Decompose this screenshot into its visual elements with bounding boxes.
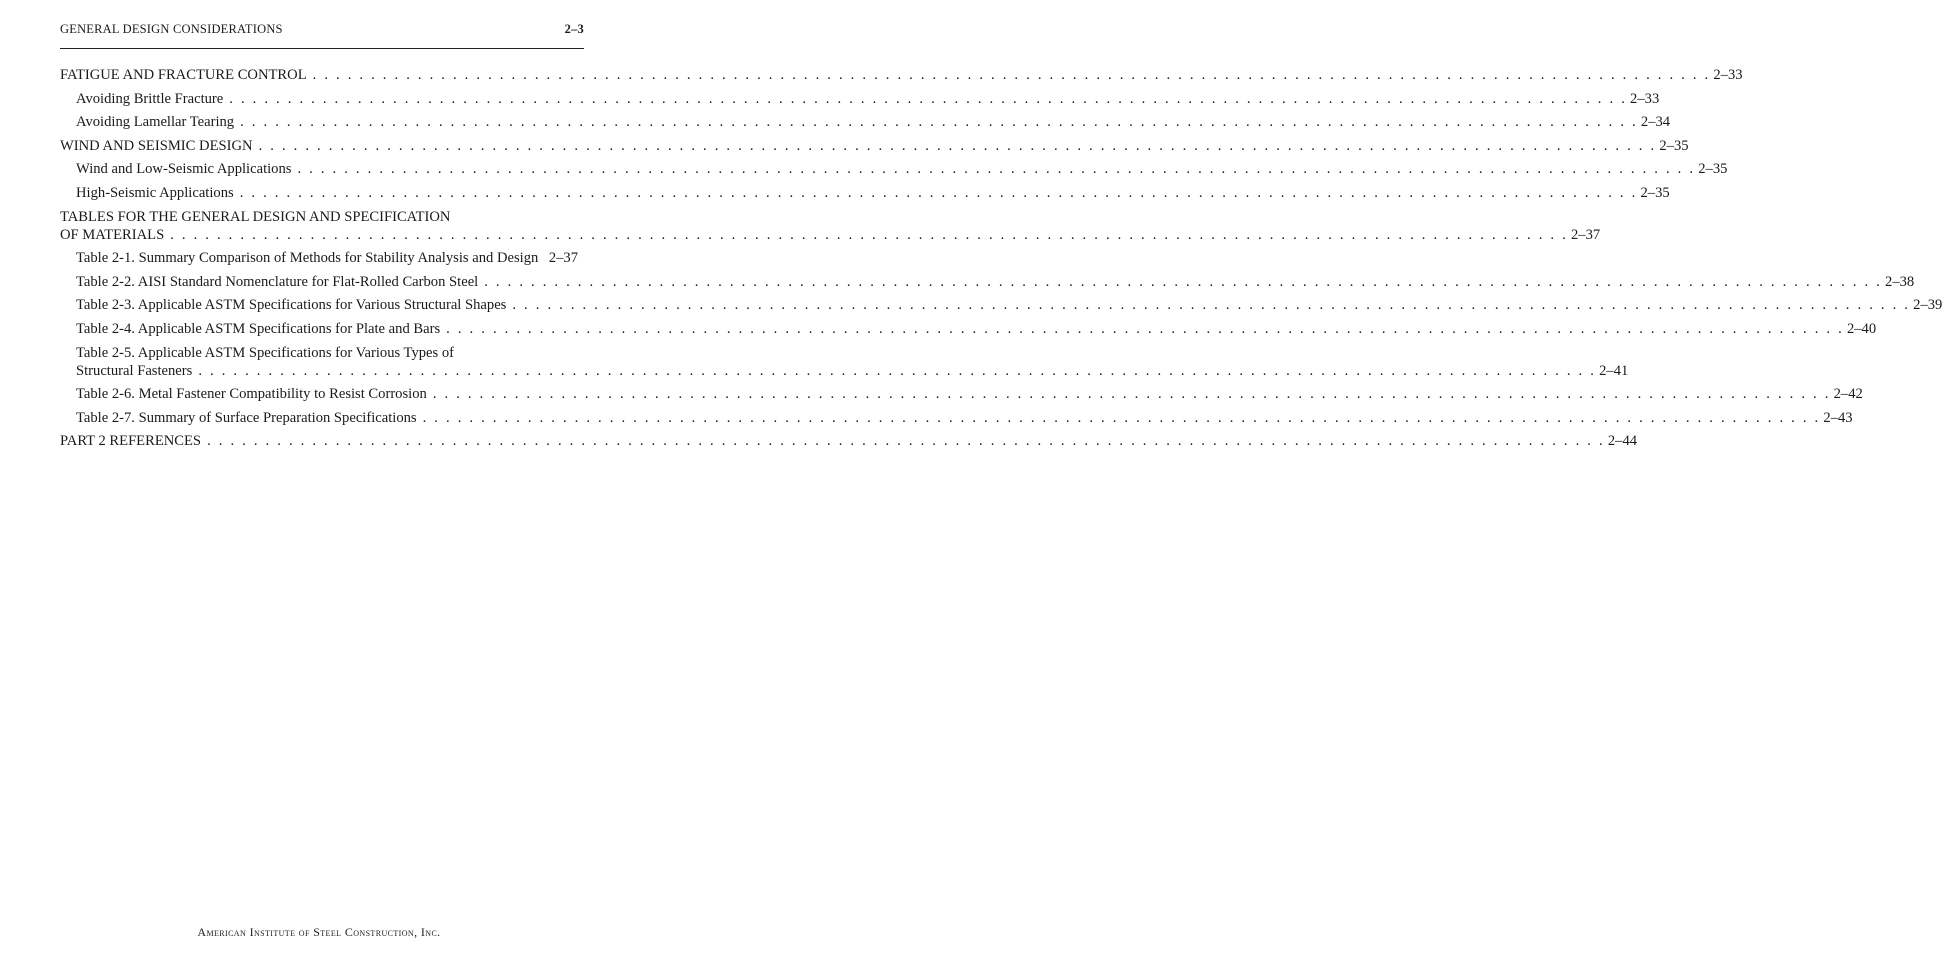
toc-entry-subsection: [60, 184, 1670, 202]
dot-leader: . . . . . . . . . . . . . . . . . . . . . . . . . . . . . . . . . . . . . . . . . . . . . . . . . . . . . . . . . . . . . . . . . . . . . . . . . . . . . . . . . . . . . . . . . . . . . . . . . . . . . . . . . . . . . . . . . . . . . . . .: [422, 409, 1821, 426]
dot-leader: . . . . . . . . . . . . . . . . . . . . . . . . . . . . . . . . . . . . . . . . . . . . . . . . . . . . . . . . . . . . . . . . . . . . . . . . . . . . . . . . . . . . . . . . . . . . . . . . . . . . . . . . . . . . . . . . . . . . . . . .: [484, 273, 1883, 290]
toc-entry-title: High-Seismic Applications: [76, 184, 234, 201]
toc-entry-subsection: [60, 273, 1915, 291]
toc-entry-subsection: [60, 385, 1863, 403]
dot-leader: . . . . . . . . . . . . . . . . . . . . . . . . . . . . . . . . . . . . . . . . . . . . . . . . . . . . . . . . . . . . . . . . . . . . . . . . . . . . . . . . . . . . . . . . . . . . . . . . . . . . . . . . . . . . . . . . . . . . . . . .: [229, 90, 1628, 107]
toc-entry-title: Table 2-4. Applicable ASTM Specifications for Plate and Bars: [76, 320, 441, 337]
toc-entry-subsection: [60, 320, 1877, 338]
dot-leader: . . . . . . . . . . . . . . . . . . . . . . . . . . . . . . . . . . . . . . . . . . . . . . . . . . . . . . . . . . . . . . . . . . . . . . . . . . . . . . . . . . . . . . . . . . . . . . . . . . . . . . . . . . . . . . . . . . . . . . . .: [198, 362, 1597, 379]
toc-entry-page-number: 2–33: [1713, 67, 1743, 83]
dot-leader: . . . . . . . . . . . . . . . . . . . . . . . . . . . . . . . . . . . . . . . . . . . . . . . . . . . . . . . . . . . . . . . . . . . . . . . . . . . . . . . . . . . . . . . . . . . . . . . . . . . . . . . . . . . . . . . . . . . . . . . .: [240, 114, 1638, 131]
dot-leader: . . . . . . . . . . . . . . . . . . . . . . . . . . . . . . . . . . . . . . . . . . . . . . . . . . . . . . . . . . . . . . . . . . . . . . . . . . . . . . . . . . . . . . . . . . . . . . . . . . . . . . . . . . . . . . . . . . . . . . . .: [432, 386, 1831, 403]
publisher-footer: American Institute of Steel Construction, Inc.: [197, 925, 441, 939]
toc-entry-title-line1: TABLES FOR THE GENERAL DESIGN AND SPECIFICATION: [60, 208, 451, 225]
toc-entry-title: Wind and Low-Seismic Applications: [76, 161, 292, 178]
toc-entry-title: WIND AND SEISMIC DESIGN: [60, 137, 253, 154]
dot-leader: . . . . . . . . . . . . . . . . . . . . . . . . . . . . . . . . . . . . . . . . . . . . . . . . . . . . . . . . . . . . . . . . . . . . . . . . . . . . . . . . . . . . . . . . . . . . . . . . . . . . . . . . . . . . . . . . . . . . . . . .: [512, 297, 1911, 314]
toc-entry-page-number: 2–40: [1846, 320, 1877, 337]
toc-entry-title: Avoiding Brittle Fracture: [76, 90, 224, 107]
toc-entry-title: OF MATERIALS: [60, 226, 165, 243]
toc-entry-title-line1: Table 2-5. Applicable ASTM Specifications for Various Types of: [76, 344, 455, 361]
toc-entry-page-number: 2–38: [1885, 273, 1915, 290]
toc-entry-title: Table 2-6. Metal Fastener Compatibility to Resist Corrosion: [76, 386, 427, 403]
toc-entry-subsection: [60, 90, 1660, 108]
toc-entry-page-number: 2–41: [1599, 362, 1629, 379]
header-rule: [60, 48, 584, 49]
dot-leader: . . . . . . . . . . . . . . . . . . . . . . . . . . . . . . . . . . . . . . . . . . . . . . . . . . . . . . . . . . . . . . . . . . . . . . . . . . . . . . . . . . . . . . . . . . . . . . . . . . . . . . . . . . . . . . . . . . . . . . . .: [297, 161, 1696, 178]
toc-entry-page-number: 2–33: [1630, 90, 1660, 107]
running-header: [60, 22, 584, 40]
dot-leader: . . . . . . . . . . . . . . . . . . . . . . . . . . . . . . . . . . . . . . . . . . . . . . . . . . . . . . . . . . . . . . . . . . . . . . . . . . . . . . . . . . . . . . . . . . . . . . . . . . . . . . . . . . . . . . . . . . . . . . . .: [207, 433, 1605, 450]
toc-entry-page-number: 2–39: [1913, 297, 1942, 314]
running-header-section-title: GENERAL DESIGN CONSIDERATIONS: [60, 22, 283, 36]
toc-entry-page-number: 2–34: [1640, 114, 1671, 131]
toc-entry-page-number: 2–44: [1607, 433, 1638, 450]
toc-entry-subsection: [60, 409, 1853, 427]
toc-entry-page-number: 2–35: [1659, 137, 1689, 154]
toc-entry-page-number: 2–37: [548, 250, 578, 267]
toc-entry-title: Table 2-7. Summary of Surface Preparation Specifications: [76, 409, 417, 426]
toc-entry-section: [60, 137, 1689, 155]
toc-entry-title: Table 2-2. AISI Standard Nomenclature for Flat-Rolled Carbon Steel: [76, 273, 479, 290]
dot-leader: . . . . . . . . . . . . . . . . . . . . . . . . . . . . . . . . . . . . . . . . . . . . . . . . . . . . . . . . . . . . . . . . . . . . . . . . . . . . . . . . . . . . . . . . . . . . . . . . . . . . . . . . . . . . . . . . . . . . . . . .: [446, 320, 1844, 337]
toc-entry-title: Table 2-3. Applicable ASTM Specifications for Various Structural Shapes: [76, 297, 507, 314]
toc-entry-page-number: 2–35: [1698, 161, 1728, 178]
toc-entry-title: Avoiding Lamellar Tearing: [76, 114, 235, 131]
toc-entry-page-number: 2–35: [1640, 184, 1670, 201]
toc-entry-title: Structural Fasteners: [76, 362, 193, 379]
toc-entry-subsection: [60, 344, 1629, 380]
toc-entry-page-number: 2–42: [1833, 386, 1863, 403]
toc-entry-section: [60, 432, 1638, 450]
toc-entry-subsection: [60, 113, 1671, 131]
dot-leader: . . . . . . . . . . . . . . . . . . . . . . . . . . . . . . . . . . . . . . . . . . . . . . . . . . . . . . . . . . . . . . . . . . . . . . . . . . . . . . . . . . . . . . . . . . . . . . . . . . . . . . . . . . . . . . . . . . . . . . . .: [170, 226, 1568, 243]
toc-entry-page-number: 2–43: [1823, 409, 1853, 426]
toc-entry-section: [60, 66, 1743, 84]
dot-leader: [544, 249, 546, 267]
toc-entry-section: [60, 208, 1601, 244]
toc-entry-title: FATIGUE AND FRACTURE CONTROL: [60, 67, 307, 83]
toc-entry-page-number: 2–37: [1570, 226, 1601, 243]
dot-leader: . . . . . . . . . . . . . . . . . . . . . . . . . . . . . . . . . . . . . . . . . . . . . . . . . . . . . . . . . . . . . . . . . . . . . . . . . . . . . . . . . . . . . . . . . . . . . . . . . . . . . . . . . . . . . . . . . . . . . . . .: [312, 67, 1711, 83]
toc-entry-subsection: [60, 296, 1942, 314]
dot-leader: . . . . . . . . . . . . . . . . . . . . . . . . . . . . . . . . . . . . . . . . . . . . . . . . . . . . . . . . . . . . . . . . . . . . . . . . . . . . . . . . . . . . . . . . . . . . . . . . . . . . . . . . . . . . . . . . . . . . . . . .: [239, 184, 1638, 201]
toc-entry-title: PART 2 REFERENCES: [60, 433, 202, 450]
toc-entry-title: Table 2-1. Summary Comparison of Methods for Stability Analysis and Design: [76, 250, 539, 267]
page-number: 2–3: [564, 22, 584, 36]
table-of-contents: [60, 66, 1942, 456]
toc-entry-subsection: [60, 249, 578, 267]
dot-leader: . . . . . . . . . . . . . . . . . . . . . . . . . . . . . . . . . . . . . . . . . . . . . . . . . . . . . . . . . . . . . . . . . . . . . . . . . . . . . . . . . . . . . . . . . . . . . . . . . . . . . . . . . . . . . . . . . . . . . . . .: [258, 137, 1657, 154]
toc-entry-subsection: [60, 160, 1728, 178]
